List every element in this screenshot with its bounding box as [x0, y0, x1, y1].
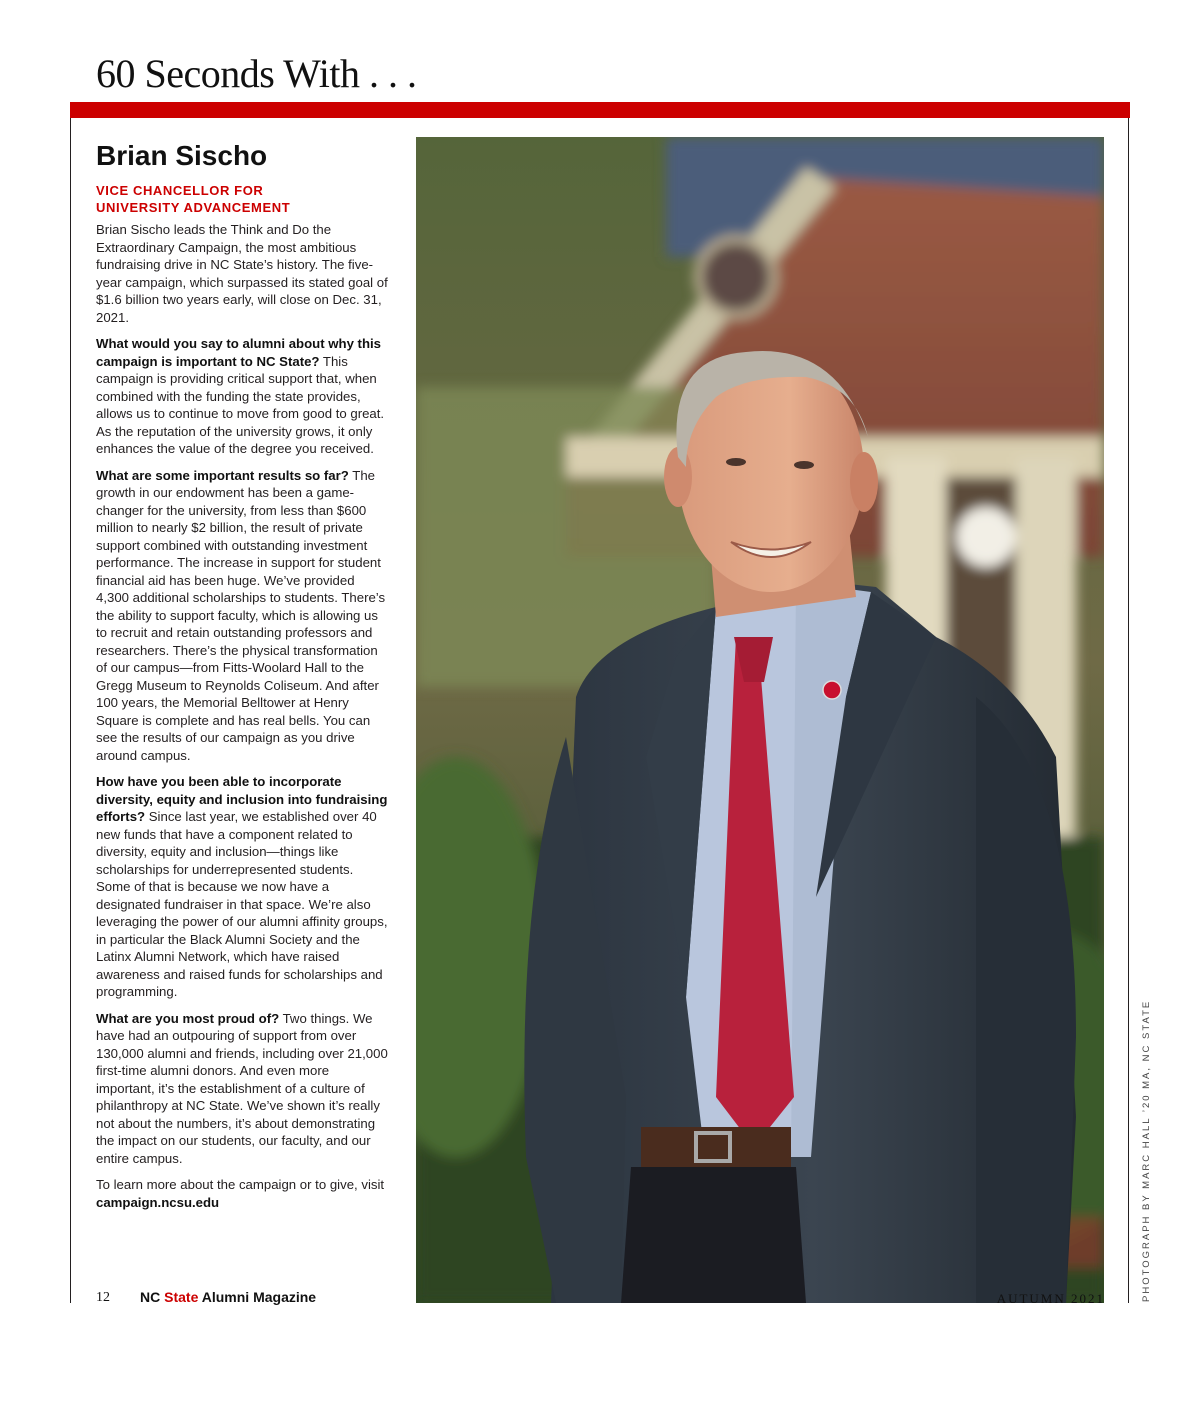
role-line-2: UNIVERSITY ADVANCEMENT: [96, 200, 291, 215]
article-body: [96, 221, 388, 1220]
section-title: 60 Seconds With . . .: [96, 51, 417, 96]
magazine-rest: Alumni Magazine: [201, 1289, 317, 1305]
qa-question: What are some important results so far?: [96, 467, 349, 483]
issue-label: AUTUMN 2021: [996, 1291, 1105, 1306]
photo-credit: PHOTOGRAPH BY MARC HALL ’20 MA, NC STATE: [1141, 999, 1152, 1302]
qa-answer: The growth in our endowment has been a game-changer for the university, from less than $600 million to nearly $2 billion, the result of private support combined with outstanding investment performance. The increase in support for student financial aid has been huge. We’ve provided 4,300 additional scholarships to students. There’s the ability to support faculty, which is allowing us to recruit and retain outstanding professors and researchers. There’s the physical transformation of our campus—from Fitts-Woolard Hall to the Gregg Museum to Reynolds Coliseum. And after 100 years, the Memorial Belltower at Henry Square is complete and has real bells. You can see the results of our campaign as you drive around campus.: [96, 467, 386, 763]
qa-answer: This campaign is providing critical support that, when combined with the funding the state provides, allows us to continue to move from good to great. As the reputation of the university grows, it only enhances the value of the degree you received.: [96, 353, 385, 456]
qa-question: How have you been able to incorporate diversity, equity and inclusion into fundraising efforts?: [96, 774, 388, 824]
campaign-link[interactable]: campaign.ncsu.edu: [96, 1194, 220, 1210]
qa-item: [96, 773, 388, 1001]
qa-answer: Since last year, we established over 40 new funds that have a component related to diversity, equity and inclusion—things like scholarships for underrepresented students. Some of that is because we now have a designated fundraiser in that space. We’re also leveraging the power of our alumni affinity groups, in particular the Black Alumni Society and the Latinx Alumni Network, which have raised awareness and raised funds for scholarships and programming.: [96, 809, 388, 999]
profile-name: Brian Sischo: [96, 140, 268, 171]
left-rule: [70, 118, 71, 1303]
page-number: 12: [96, 1290, 110, 1305]
qa-item: [96, 467, 388, 765]
qa-question: What would you say to alumni about why this campaign is important to NC State?: [96, 336, 382, 369]
header-red-bar: [70, 102, 1130, 118]
article-closing: [96, 1176, 388, 1211]
article-intro: Brian Sischo leads the Think and Do the Extraordinary Campaign, the most ambitious fundraising drive in NC State’s history. The five-year campaign, which surpassed its stated goal of $1.6 billion two years early, will close on Dec. 31, 2021.: [96, 222, 388, 325]
magazine-state: State: [164, 1289, 199, 1305]
closing-text: To learn more about the campaign or to give, visit: [96, 1177, 385, 1192]
right-rule: [1128, 118, 1129, 1303]
qa-answer: Two things. We have had an outpouring of support from over 130,000 alumni and friends, including over 21,000 first-time alumni donors. And even more important, it’s the establishment of a culture of philanthropy at NC State. We’ve shown it’s really not about the numbers, it’s about demonstrating the impact on our students, our faculty, and our entire campus.: [96, 1010, 388, 1166]
magazine-name: [140, 1289, 316, 1305]
qa-question: What are you most proud of?: [96, 1010, 280, 1026]
role-line-1: VICE CHANCELLOR FOR: [96, 183, 264, 198]
profile-role: [96, 182, 356, 216]
portrait-photo: [416, 137, 1104, 1303]
qa-item: [96, 1010, 388, 1168]
magazine-nc: NC: [140, 1289, 161, 1305]
qa-item: [96, 335, 388, 458]
